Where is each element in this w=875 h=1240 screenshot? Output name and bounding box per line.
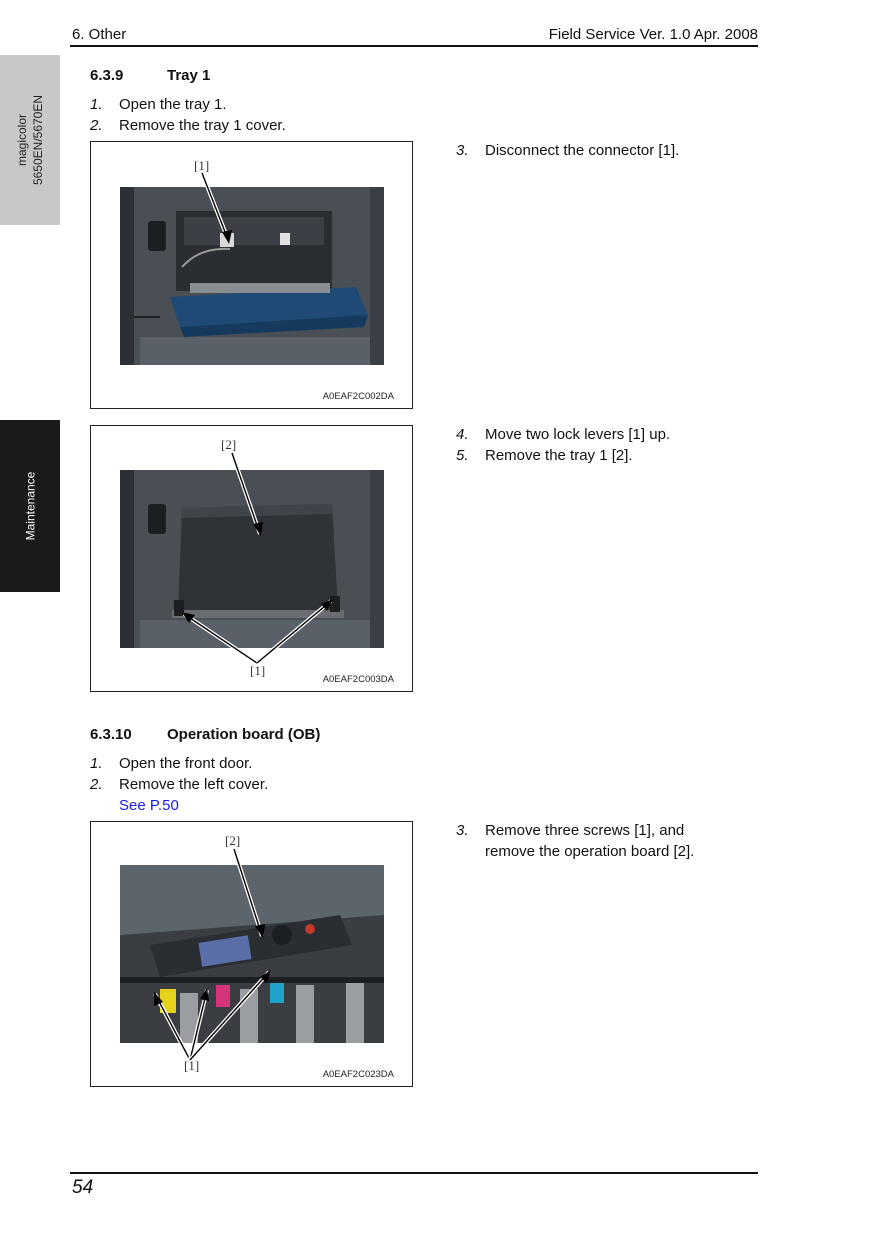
section-number: 6.3.9 [90, 67, 124, 84]
section-title-tray1 [90, 67, 210, 84]
see-page-link[interactable]: See P.50 [119, 797, 179, 814]
step: 3. Disconnect the connector [1]. [456, 142, 680, 159]
side-tab-maintenance [0, 420, 60, 592]
callout-label: [1] [194, 158, 210, 173]
header-version: Field Service Ver. 1.0 Apr. 2008 [548, 26, 758, 43]
callout-label: [1] [184, 1058, 200, 1073]
side-tab-model [0, 55, 60, 225]
step: 2. Remove the left cover. [90, 776, 269, 793]
callout-label: [2] [225, 833, 241, 848]
side-tab-maintenance-label: Maintenance [23, 471, 37, 541]
header-chapter: 6. Other [72, 26, 127, 43]
figure-operation-board [90, 821, 413, 1087]
figure-code: A0EAF2C002DA [322, 391, 394, 402]
figure-tray1-levers [90, 425, 413, 692]
callout-label: [1] [250, 663, 266, 678]
section-title-operation-board [90, 726, 320, 743]
side-tab-model-line2: 5650EN/5670EN [31, 94, 46, 186]
figure-code: A0EAF2C003DA [322, 674, 394, 685]
section-number: 6.3.10 [90, 726, 132, 743]
callout-arrows [91, 822, 414, 1088]
figure-code: A0EAF2C023DA [322, 1069, 394, 1080]
step: 3. Remove three screws [1], and remove the operation board [2]. [456, 822, 695, 860]
header-rule [70, 45, 758, 47]
callout-label: [2] [221, 437, 237, 452]
callout-arrows [91, 426, 414, 693]
side-tab-model-line1: magicolor [15, 113, 30, 167]
page-number: 54 [72, 1177, 94, 1198]
section-name: Tray 1 [167, 67, 211, 84]
callout-arrow [91, 142, 414, 410]
section-name: Operation board (OB) [167, 726, 321, 743]
step: 5. Remove the tray 1 [2]. [456, 447, 633, 464]
step: 1. Open the tray 1. [90, 96, 227, 113]
step: 4. Move two lock levers [1] up. [456, 426, 671, 443]
step: 2. Remove the tray 1 cover. [90, 117, 286, 134]
figure-tray1-connector [90, 141, 413, 409]
step: 1. Open the front door. [90, 755, 253, 772]
footer-rule [70, 1172, 758, 1174]
